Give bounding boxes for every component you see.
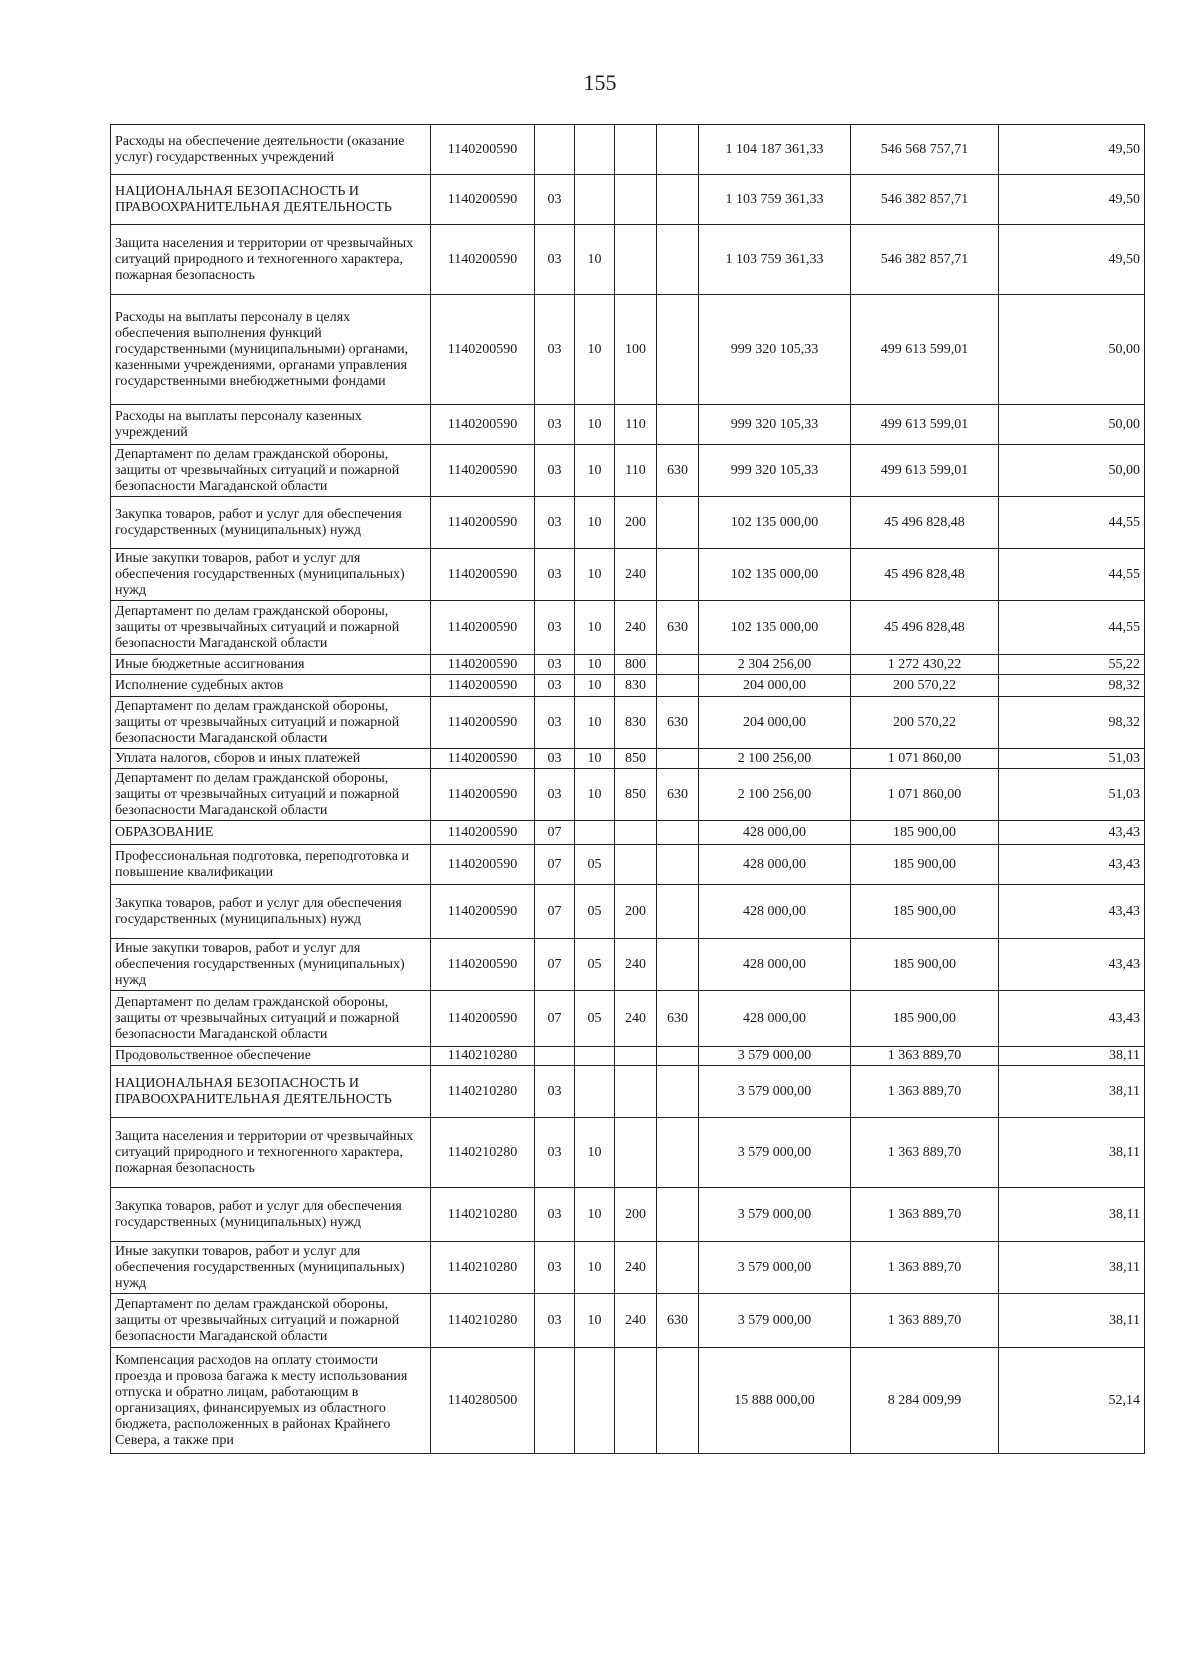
budget-item-name: Департамент по делам гражданской обороны, защиты от чрезвычайных ситуаций и пожарной безопасности Магаданской области bbox=[111, 991, 431, 1047]
section-cell: 07 bbox=[535, 821, 575, 845]
section-cell: 07 bbox=[535, 991, 575, 1047]
expense-type-cell: 200 bbox=[615, 885, 657, 939]
subsection-cell: 10 bbox=[575, 445, 615, 497]
table-row bbox=[111, 445, 1145, 497]
subsection-cell: 05 bbox=[575, 885, 615, 939]
target-article-cell: 1140200590 bbox=[431, 845, 535, 885]
planned-amount-cell: 999 320 105,33 bbox=[699, 445, 851, 497]
budget-item-name: Департамент по делам гражданской обороны, защиты от чрезвычайных ситуаций и пожарной безопасности Магаданской области bbox=[111, 697, 431, 749]
expense-type-cell bbox=[615, 175, 657, 225]
subsection-cell: 05 bbox=[575, 939, 615, 991]
budget-item-name: Исполнение судебных актов bbox=[111, 675, 431, 697]
expense-type-cell bbox=[615, 125, 657, 175]
target-article-cell: 1140200590 bbox=[431, 125, 535, 175]
execution-percent-cell: 50,00 bbox=[999, 295, 1145, 405]
planned-amount-cell: 999 320 105,33 bbox=[699, 405, 851, 445]
execution-percent-cell: 38,11 bbox=[999, 1066, 1145, 1118]
subsection-cell: 10 bbox=[575, 1118, 615, 1188]
section-cell: 03 bbox=[535, 549, 575, 601]
budget-item-name: Департамент по делам гражданской обороны, защиты от чрезвычайных ситуаций и пожарной безопасности Магаданской области bbox=[111, 601, 431, 655]
expense-type-cell bbox=[615, 821, 657, 845]
planned-amount-cell: 102 135 000,00 bbox=[699, 601, 851, 655]
target-article-cell: 1140210280 bbox=[431, 1188, 535, 1242]
administrator-cell bbox=[657, 845, 699, 885]
target-article-cell: 1140200590 bbox=[431, 549, 535, 601]
subsection-cell bbox=[575, 1066, 615, 1118]
table-row bbox=[111, 1348, 1145, 1454]
section-cell: 03 bbox=[535, 655, 575, 675]
table-row bbox=[111, 1242, 1145, 1294]
budget-item-name: Закупка товаров, работ и услуг для обеспечения государственных (муниципальных) нужд bbox=[111, 1188, 431, 1242]
target-article-cell: 1140200590 bbox=[431, 991, 535, 1047]
budget-item-name: Иные закупки товаров, работ и услуг для обеспечения государственных (муниципальных) нужд bbox=[111, 1242, 431, 1294]
section-cell: 03 bbox=[535, 295, 575, 405]
table-row bbox=[111, 845, 1145, 885]
table-row bbox=[111, 885, 1145, 939]
execution-percent-cell: 43,43 bbox=[999, 939, 1145, 991]
target-article-cell: 1140210280 bbox=[431, 1047, 535, 1066]
administrator-cell bbox=[657, 125, 699, 175]
planned-amount-cell: 2 304 256,00 bbox=[699, 655, 851, 675]
execution-percent-cell: 49,50 bbox=[999, 175, 1145, 225]
target-article-cell: 1140200590 bbox=[431, 939, 535, 991]
section-cell: 07 bbox=[535, 885, 575, 939]
executed-amount-cell: 546 382 857,71 bbox=[851, 175, 999, 225]
execution-percent-cell: 50,00 bbox=[999, 445, 1145, 497]
expense-type-cell: 240 bbox=[615, 601, 657, 655]
target-article-cell: 1140200590 bbox=[431, 821, 535, 845]
budget-item-name: Расходы на выплаты персоналу в целях обеспечения выполнения функций государственными (муниципальными) органами, казенными учреждениями, органами управления государственными внебюджетными фондами bbox=[111, 295, 431, 405]
section-cell: 03 bbox=[535, 1294, 575, 1348]
subsection-cell bbox=[575, 175, 615, 225]
administrator-cell: 630 bbox=[657, 445, 699, 497]
subsection-cell: 10 bbox=[575, 675, 615, 697]
execution-percent-cell: 44,55 bbox=[999, 601, 1145, 655]
execution-percent-cell: 43,43 bbox=[999, 885, 1145, 939]
target-article-cell: 1140200590 bbox=[431, 697, 535, 749]
target-article-cell: 1140200590 bbox=[431, 769, 535, 821]
executed-amount-cell: 499 613 599,01 bbox=[851, 405, 999, 445]
executed-amount-cell: 1 363 889,70 bbox=[851, 1242, 999, 1294]
table-row bbox=[111, 1066, 1145, 1118]
planned-amount-cell: 3 579 000,00 bbox=[699, 1066, 851, 1118]
budget-item-name: Уплата налогов, сборов и иных платежей bbox=[111, 749, 431, 769]
budget-item-name: Закупка товаров, работ и услуг для обеспечения государственных (муниципальных) нужд bbox=[111, 885, 431, 939]
executed-amount-cell: 45 496 828,48 bbox=[851, 549, 999, 601]
table-row bbox=[111, 655, 1145, 675]
planned-amount-cell: 428 000,00 bbox=[699, 845, 851, 885]
table-row bbox=[111, 175, 1145, 225]
budget-item-name: ОБРАЗОВАНИЕ bbox=[111, 821, 431, 845]
planned-amount-cell: 3 579 000,00 bbox=[699, 1118, 851, 1188]
budget-item-name: Иные бюджетные ассигнования bbox=[111, 655, 431, 675]
table-row bbox=[111, 749, 1145, 769]
section-cell: 03 bbox=[535, 445, 575, 497]
section-cell: 03 bbox=[535, 175, 575, 225]
executed-amount-cell: 8 284 009,99 bbox=[851, 1348, 999, 1454]
table-row bbox=[111, 1118, 1145, 1188]
expense-type-cell: 240 bbox=[615, 1294, 657, 1348]
planned-amount-cell: 2 100 256,00 bbox=[699, 769, 851, 821]
budget-item-name: Продовольственное обеспечение bbox=[111, 1047, 431, 1066]
subsection-cell: 10 bbox=[575, 769, 615, 821]
table-row bbox=[111, 497, 1145, 549]
target-article-cell: 1140200590 bbox=[431, 749, 535, 769]
planned-amount-cell: 428 000,00 bbox=[699, 991, 851, 1047]
section-cell: 03 bbox=[535, 405, 575, 445]
expense-type-cell: 240 bbox=[615, 939, 657, 991]
planned-amount-cell: 428 000,00 bbox=[699, 939, 851, 991]
expense-type-cell: 240 bbox=[615, 549, 657, 601]
administrator-cell bbox=[657, 939, 699, 991]
executed-amount-cell: 1 272 430,22 bbox=[851, 655, 999, 675]
administrator-cell bbox=[657, 1348, 699, 1454]
execution-percent-cell: 49,50 bbox=[999, 125, 1145, 175]
page-number: 155 bbox=[583, 70, 617, 95]
execution-percent-cell: 44,55 bbox=[999, 497, 1145, 549]
administrator-cell bbox=[657, 1188, 699, 1242]
executed-amount-cell: 1 071 860,00 bbox=[851, 769, 999, 821]
administrator-cell bbox=[657, 549, 699, 601]
execution-percent-cell: 98,32 bbox=[999, 675, 1145, 697]
executed-amount-cell: 185 900,00 bbox=[851, 845, 999, 885]
executed-amount-cell: 1 363 889,70 bbox=[851, 1118, 999, 1188]
administrator-cell bbox=[657, 295, 699, 405]
target-article-cell: 1140280500 bbox=[431, 1348, 535, 1454]
subsection-cell bbox=[575, 821, 615, 845]
subsection-cell: 05 bbox=[575, 845, 615, 885]
expense-type-cell: 850 bbox=[615, 769, 657, 821]
target-article-cell: 1140210280 bbox=[431, 1242, 535, 1294]
executed-amount-cell: 185 900,00 bbox=[851, 991, 999, 1047]
subsection-cell: 10 bbox=[575, 1188, 615, 1242]
planned-amount-cell: 3 579 000,00 bbox=[699, 1047, 851, 1066]
planned-amount-cell: 204 000,00 bbox=[699, 675, 851, 697]
execution-percent-cell: 43,43 bbox=[999, 845, 1145, 885]
administrator-cell bbox=[657, 1242, 699, 1294]
administrator-cell: 630 bbox=[657, 601, 699, 655]
subsection-cell: 10 bbox=[575, 1242, 615, 1294]
administrator-cell bbox=[657, 749, 699, 769]
expense-type-cell bbox=[615, 1047, 657, 1066]
planned-amount-cell: 1 103 759 361,33 bbox=[699, 225, 851, 295]
executed-amount-cell: 45 496 828,48 bbox=[851, 601, 999, 655]
target-article-cell: 1140200590 bbox=[431, 405, 535, 445]
budget-item-name: Иные закупки товаров, работ и услуг для обеспечения государственных (муниципальных) нужд bbox=[111, 939, 431, 991]
section-cell bbox=[535, 1348, 575, 1454]
expense-type-cell: 100 bbox=[615, 295, 657, 405]
section-cell: 03 bbox=[535, 1066, 575, 1118]
table-row bbox=[111, 991, 1145, 1047]
target-article-cell: 1140200590 bbox=[431, 445, 535, 497]
planned-amount-cell: 3 579 000,00 bbox=[699, 1242, 851, 1294]
administrator-cell bbox=[657, 497, 699, 549]
execution-percent-cell: 38,11 bbox=[999, 1242, 1145, 1294]
subsection-cell: 10 bbox=[575, 601, 615, 655]
budget-item-name: Расходы на обеспечение деятельности (оказание услуг) государственных учреждений bbox=[111, 125, 431, 175]
expense-type-cell bbox=[615, 1066, 657, 1118]
administrator-cell: 630 bbox=[657, 991, 699, 1047]
section-cell: 03 bbox=[535, 749, 575, 769]
budget-item-name: Департамент по делам гражданской обороны, защиты от чрезвычайных ситуаций и пожарной безопасности Магаданской области bbox=[111, 769, 431, 821]
administrator-cell bbox=[657, 655, 699, 675]
execution-percent-cell: 51,03 bbox=[999, 749, 1145, 769]
table-row bbox=[111, 601, 1145, 655]
table-row bbox=[111, 821, 1145, 845]
planned-amount-cell: 1 104 187 361,33 bbox=[699, 125, 851, 175]
planned-amount-cell: 102 135 000,00 bbox=[699, 497, 851, 549]
expense-type-cell bbox=[615, 1118, 657, 1188]
expense-type-cell: 800 bbox=[615, 655, 657, 675]
section-cell: 03 bbox=[535, 1188, 575, 1242]
section-cell: 03 bbox=[535, 497, 575, 549]
subsection-cell bbox=[575, 125, 615, 175]
table-row bbox=[111, 225, 1145, 295]
expense-type-cell: 240 bbox=[615, 991, 657, 1047]
section-cell: 03 bbox=[535, 675, 575, 697]
target-article-cell: 1140200590 bbox=[431, 225, 535, 295]
subsection-cell: 10 bbox=[575, 1294, 615, 1348]
table-row bbox=[111, 549, 1145, 601]
subsection-cell: 10 bbox=[575, 749, 615, 769]
executed-amount-cell: 499 613 599,01 bbox=[851, 445, 999, 497]
planned-amount-cell: 428 000,00 bbox=[699, 821, 851, 845]
execution-percent-cell: 49,50 bbox=[999, 225, 1145, 295]
budget-table bbox=[110, 124, 1145, 1454]
expense-type-cell: 240 bbox=[615, 1242, 657, 1294]
section-cell: 03 bbox=[535, 769, 575, 821]
section-cell: 07 bbox=[535, 939, 575, 991]
executed-amount-cell: 1 363 889,70 bbox=[851, 1188, 999, 1242]
execution-percent-cell: 38,11 bbox=[999, 1188, 1145, 1242]
administrator-cell bbox=[657, 225, 699, 295]
budget-item-name: Защита населения и территории от чрезвычайных ситуаций природного и техногенного характера, пожарная безопасность bbox=[111, 225, 431, 295]
execution-percent-cell: 98,32 bbox=[999, 697, 1145, 749]
budget-item-name: Закупка товаров, работ и услуг для обеспечения государственных (муниципальных) нужд bbox=[111, 497, 431, 549]
budget-item-name: НАЦИОНАЛЬНАЯ БЕЗОПАСНОСТЬ И ПРАВООХРАНИТЕЛЬНАЯ ДЕЯТЕЛЬНОСТЬ bbox=[111, 1066, 431, 1118]
executed-amount-cell: 499 613 599,01 bbox=[851, 295, 999, 405]
section-cell: 07 bbox=[535, 845, 575, 885]
table-row bbox=[111, 675, 1145, 697]
subsection-cell bbox=[575, 1348, 615, 1454]
planned-amount-cell: 2 100 256,00 bbox=[699, 749, 851, 769]
execution-percent-cell: 44,55 bbox=[999, 549, 1145, 601]
expense-type-cell: 110 bbox=[615, 445, 657, 497]
subsection-cell: 10 bbox=[575, 549, 615, 601]
execution-percent-cell: 38,11 bbox=[999, 1047, 1145, 1066]
target-article-cell: 1140200590 bbox=[431, 601, 535, 655]
budget-item-name: Департамент по делам гражданской обороны, защиты от чрезвычайных ситуаций и пожарной безопасности Магаданской области bbox=[111, 445, 431, 497]
budget-item-name: Расходы на выплаты персоналу казенных учреждений bbox=[111, 405, 431, 445]
executed-amount-cell: 185 900,00 bbox=[851, 939, 999, 991]
expense-type-cell bbox=[615, 845, 657, 885]
expense-type-cell bbox=[615, 1348, 657, 1454]
expense-type-cell bbox=[615, 225, 657, 295]
section-cell: 03 bbox=[535, 1242, 575, 1294]
budget-table-body bbox=[111, 125, 1145, 1454]
target-article-cell: 1140210280 bbox=[431, 1294, 535, 1348]
executed-amount-cell: 546 382 857,71 bbox=[851, 225, 999, 295]
section-cell: 03 bbox=[535, 697, 575, 749]
execution-percent-cell: 52,14 bbox=[999, 1348, 1145, 1454]
target-article-cell: 1140200590 bbox=[431, 295, 535, 405]
budget-item-name: Департамент по делам гражданской обороны, защиты от чрезвычайных ситуаций и пожарной безопасности Магаданской области bbox=[111, 1294, 431, 1348]
subsection-cell: 10 bbox=[575, 405, 615, 445]
execution-percent-cell: 43,43 bbox=[999, 821, 1145, 845]
executed-amount-cell: 546 568 757,71 bbox=[851, 125, 999, 175]
executed-amount-cell: 1 071 860,00 bbox=[851, 749, 999, 769]
target-article-cell: 1140210280 bbox=[431, 1118, 535, 1188]
executed-amount-cell: 1 363 889,70 bbox=[851, 1294, 999, 1348]
executed-amount-cell: 185 900,00 bbox=[851, 821, 999, 845]
administrator-cell bbox=[657, 675, 699, 697]
subsection-cell: 10 bbox=[575, 225, 615, 295]
administrator-cell bbox=[657, 405, 699, 445]
table-row bbox=[111, 295, 1145, 405]
administrator-cell bbox=[657, 885, 699, 939]
target-article-cell: 1140200590 bbox=[431, 655, 535, 675]
subsection-cell: 10 bbox=[575, 295, 615, 405]
target-article-cell: 1140200590 bbox=[431, 175, 535, 225]
target-article-cell: 1140200590 bbox=[431, 675, 535, 697]
subsection-cell: 10 bbox=[575, 655, 615, 675]
administrator-cell: 630 bbox=[657, 697, 699, 749]
execution-percent-cell: 51,03 bbox=[999, 769, 1145, 821]
table-row bbox=[111, 125, 1145, 175]
planned-amount-cell: 428 000,00 bbox=[699, 885, 851, 939]
planned-amount-cell: 3 579 000,00 bbox=[699, 1188, 851, 1242]
administrator-cell bbox=[657, 821, 699, 845]
budget-item-name: Защита населения и территории от чрезвычайных ситуаций природного и техногенного характера, пожарная безопасность bbox=[111, 1118, 431, 1188]
administrator-cell bbox=[657, 175, 699, 225]
table-row bbox=[111, 1047, 1145, 1066]
expense-type-cell: 200 bbox=[615, 1188, 657, 1242]
table-row bbox=[111, 769, 1145, 821]
administrator-cell: 630 bbox=[657, 1294, 699, 1348]
execution-percent-cell: 38,11 bbox=[999, 1118, 1145, 1188]
section-cell: 03 bbox=[535, 225, 575, 295]
table-row bbox=[111, 697, 1145, 749]
table-row bbox=[111, 405, 1145, 445]
subsection-cell bbox=[575, 1047, 615, 1066]
administrator-cell: 630 bbox=[657, 769, 699, 821]
section-cell bbox=[535, 125, 575, 175]
planned-amount-cell: 204 000,00 bbox=[699, 697, 851, 749]
executed-amount-cell: 1 363 889,70 bbox=[851, 1047, 999, 1066]
executed-amount-cell: 1 363 889,70 bbox=[851, 1066, 999, 1118]
section-cell: 03 bbox=[535, 1118, 575, 1188]
planned-amount-cell: 3 579 000,00 bbox=[699, 1294, 851, 1348]
execution-percent-cell: 43,43 bbox=[999, 991, 1145, 1047]
planned-amount-cell: 15 888 000,00 bbox=[699, 1348, 851, 1454]
table-row bbox=[111, 939, 1145, 991]
executed-amount-cell: 45 496 828,48 bbox=[851, 497, 999, 549]
table-row bbox=[111, 1188, 1145, 1242]
planned-amount-cell: 999 320 105,33 bbox=[699, 295, 851, 405]
expense-type-cell: 110 bbox=[615, 405, 657, 445]
planned-amount-cell: 1 103 759 361,33 bbox=[699, 175, 851, 225]
expense-type-cell: 850 bbox=[615, 749, 657, 769]
target-article-cell: 1140210280 bbox=[431, 1066, 535, 1118]
budget-item-name: Профессиональная подготовка, переподготовка и повышение квалификации bbox=[111, 845, 431, 885]
administrator-cell bbox=[657, 1047, 699, 1066]
budget-item-name: Иные закупки товаров, работ и услуг для обеспечения государственных (муниципальных) нужд bbox=[111, 549, 431, 601]
section-cell bbox=[535, 1047, 575, 1066]
expense-type-cell: 830 bbox=[615, 697, 657, 749]
expense-type-cell: 830 bbox=[615, 675, 657, 697]
budget-item-name: НАЦИОНАЛЬНАЯ БЕЗОПАСНОСТЬ И ПРАВООХРАНИТЕЛЬНАЯ ДЕЯТЕЛЬНОСТЬ bbox=[111, 175, 431, 225]
budget-item-name: Компенсация расходов на оплату стоимости проезда и провоза багажа к месту использования отпуска и обратно лицам, работающим в организациях, финансируемых из областного бюджета, расположенных в районах Крайнего Севера, а также при bbox=[111, 1348, 431, 1454]
administrator-cell bbox=[657, 1118, 699, 1188]
execution-percent-cell: 50,00 bbox=[999, 405, 1145, 445]
executed-amount-cell: 200 570,22 bbox=[851, 697, 999, 749]
executed-amount-cell: 200 570,22 bbox=[851, 675, 999, 697]
subsection-cell: 10 bbox=[575, 697, 615, 749]
subsection-cell: 10 bbox=[575, 497, 615, 549]
target-article-cell: 1140200590 bbox=[431, 497, 535, 549]
execution-percent-cell: 38,11 bbox=[999, 1294, 1145, 1348]
execution-percent-cell: 55,22 bbox=[999, 655, 1145, 675]
planned-amount-cell: 102 135 000,00 bbox=[699, 549, 851, 601]
executed-amount-cell: 185 900,00 bbox=[851, 885, 999, 939]
expense-type-cell: 200 bbox=[615, 497, 657, 549]
administrator-cell bbox=[657, 1066, 699, 1118]
table-row bbox=[111, 1294, 1145, 1348]
target-article-cell: 1140200590 bbox=[431, 885, 535, 939]
subsection-cell: 05 bbox=[575, 991, 615, 1047]
section-cell: 03 bbox=[535, 601, 575, 655]
